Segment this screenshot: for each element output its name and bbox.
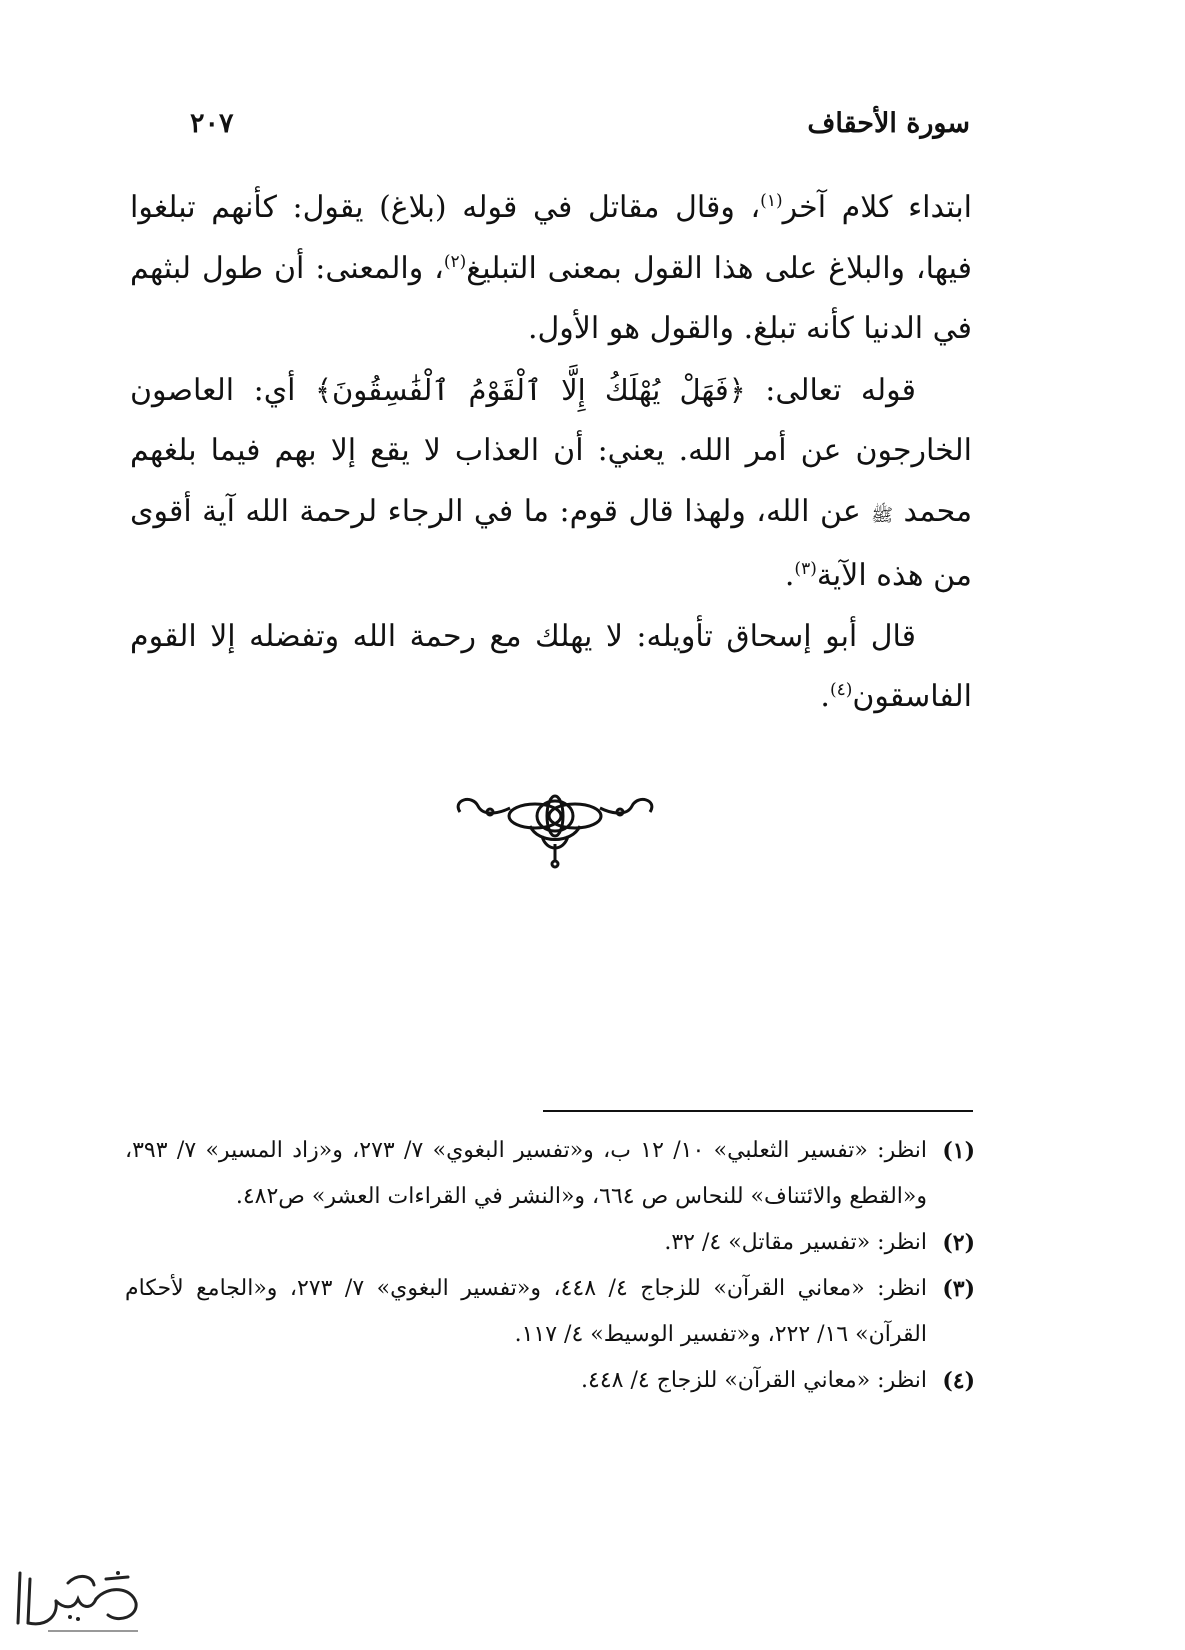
section-ornament-icon: [450, 790, 660, 870]
footnote-item: [125, 1266, 975, 1358]
text-segment: أي: العاصون الخارجون عن أمر الله. يعني: أن العذاب لا يقع إلا بهم فيما بلغهم محمد: [130, 372, 973, 529]
footnote-number: (٤): [942, 1368, 975, 1394]
text-segment: عن الله، ولهذا قال قوم: ما في الرجاء لرحمة الله آية أقوى من هذه الآية: [130, 493, 972, 593]
text-segment: قوله تعالى:: [745, 372, 916, 408]
footnote-number: (٣): [942, 1276, 975, 1302]
footnote-text: انظر: «تفسير الثعلبي» ١٠/ ١٢ ب، و«تفسير البغوي» ٧/ ٢٧٣، و«زاد المسير» ٧/ ٣٩٣، و«القطع والائتناف» للنحاس ص ٦٦٤، و«النشر في القراءات العشر» ص٤٨٢.: [125, 1138, 928, 1209]
surah-title: سورة الأحقاف: [807, 108, 970, 139]
footnote-ref-3: (٣): [794, 559, 817, 579]
salla-glyph: ﷺ: [871, 504, 893, 526]
footnote-ref-1: (١): [760, 191, 783, 211]
footnote-ref-2: (٢): [443, 251, 467, 272]
text-segment: ابتداء كلام آخر: [782, 190, 972, 225]
footnote-text: انظر: «معاني القرآن» للزجاج ٤/ ٤٤٨.: [581, 1368, 927, 1393]
paragraph-1: [130, 178, 972, 360]
library-stamp-logo-icon: [8, 1565, 148, 1635]
text-segment: ، والمعنى: أن طول لبثهم في الدنيا كأنه تبلغ. والقول هو الأول.: [130, 250, 972, 346]
footnote-number: (١): [942, 1138, 975, 1164]
footnote-item: [125, 1358, 975, 1404]
text-segment: .: [820, 679, 830, 714]
paragraph-3: [130, 607, 972, 728]
footnote-number: (٢): [942, 1230, 975, 1256]
footnote-text: انظر: «معاني القرآن» للزجاج ٤/ ٤٤٨، و«تفسير البغوي» ٧/ ٢٧٣، و«الجامع لأحكام القرآن» ١٦/ ٢٢٢، و«تفسير الوسيط» ٤/ ١١٧.: [125, 1276, 927, 1347]
text-segment: قال أبو إسحاق تأويله: لا يهلك مع رحمة الله وتفضله إلا القوم الفاسقون: [130, 618, 972, 714]
footnote-separator: [543, 1110, 973, 1112]
text-segment: ، وقال مقاتل في قوله (بلاغ) يقول: كأنهم تبلغوا فيها، والبلاغ على هذا القول بمعنى التبليغ: [130, 190, 972, 286]
footnote-item: [125, 1220, 975, 1266]
page-number: ٢٠٧: [190, 108, 234, 139]
footnote-item: [125, 1128, 975, 1220]
footnote-text: انظر: «تفسير مقاتل» ٤/ ٣٢.: [664, 1230, 927, 1255]
footnote-ref-4: (٤): [829, 680, 853, 700]
quran-verse: ﴿فَهَلْ يُهْلَكُ إِلَّا ٱلْقَوْمُ ٱلْفَٰسِقُونَ﴾: [315, 372, 746, 407]
main-text: [130, 178, 972, 728]
paragraph-2: [130, 360, 972, 607]
page-header: [190, 108, 970, 148]
text-segment: .: [784, 558, 795, 593]
footnotes: [125, 1128, 975, 1404]
